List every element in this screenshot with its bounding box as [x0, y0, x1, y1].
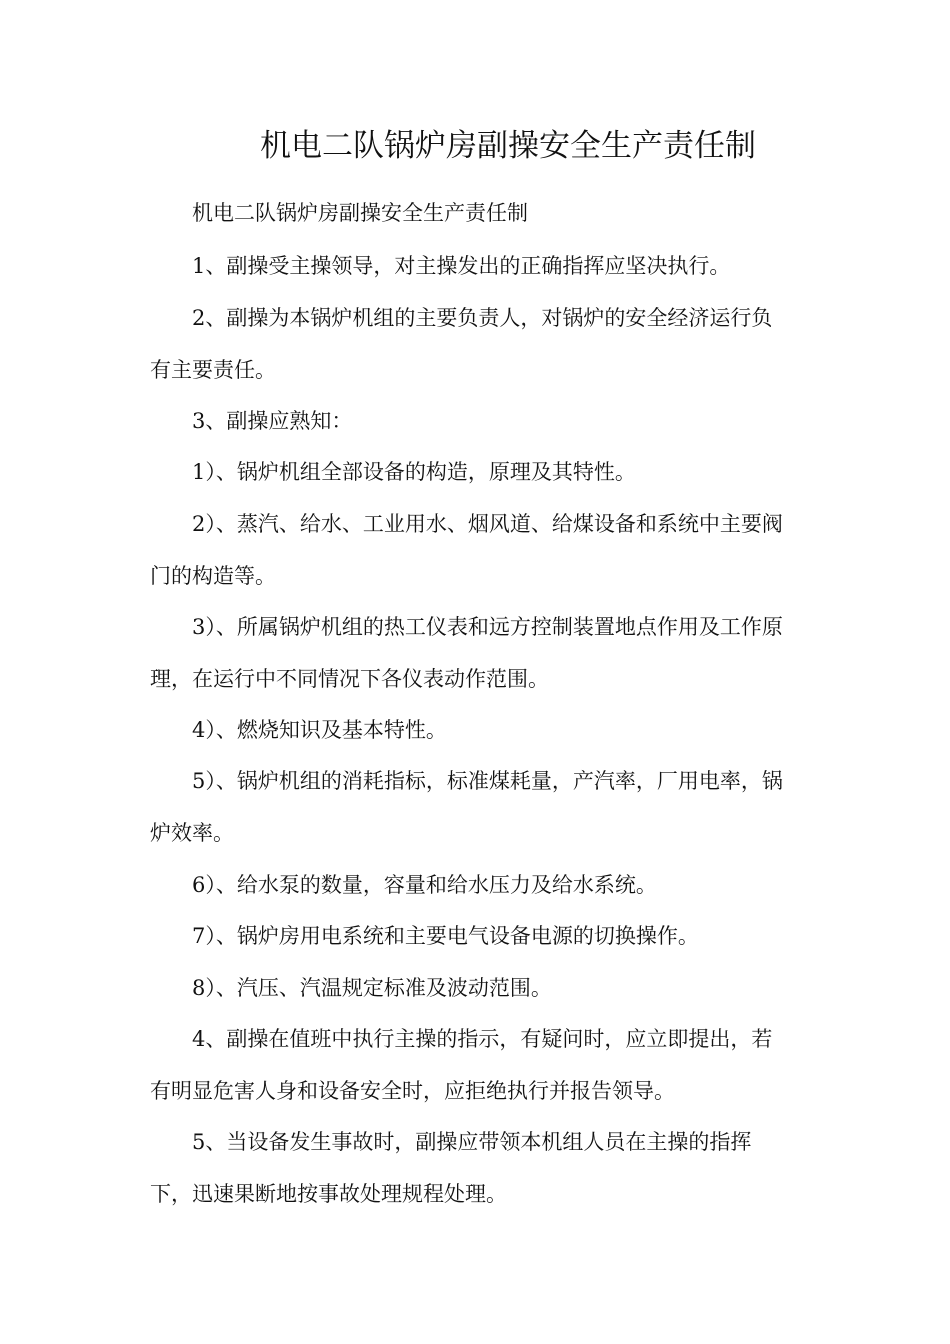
- paragraph-3-5: 5）、锅炉机组的消耗指标，标准煤耗量，产汽率，厂用电率，锅炉效率。: [150, 769, 783, 845]
- paragraph-3-2: 2）、蒸汽、给水、工业用水、烟风道、给煤设备和系统中主要阀门的构造等。: [150, 512, 783, 588]
- paragraph-3-3: 3）、所属锅炉机组的热工仪表和远方控制装置地点作用及工作原理，在运行中不同情况下各仪表动作范围。: [150, 615, 783, 691]
- paragraph-3-7: 7）、锅炉房用电系统和主要电气设备电源的切换操作。: [192, 924, 699, 948]
- paragraph-3-6: 6）、给水泵的数量，容量和给水压力及给水系统。: [192, 873, 657, 897]
- paragraph-3-4: 4）、燃烧知识及基本特性。: [192, 718, 447, 742]
- paragraph-5: 5、当设备发生事故时，副操应带领本机组人员在主操的指挥下，迅速果断地按事故处理规程处理。: [150, 1130, 752, 1206]
- paragraph-3-1: 1）、锅炉机组全部设备的构造，原理及其特性。: [192, 460, 636, 484]
- paragraph-1: 1、副操受主操领导，对主操发出的正确指挥应坚决执行。: [192, 254, 731, 278]
- paragraph-subtitle: 机电二队锅炉房副操安全生产责任制: [192, 201, 528, 225]
- paragraph-2: 2、副操为本锅炉机组的主要负责人，对锅炉的安全经济运行负有主要责任。: [150, 306, 773, 382]
- paragraph-4: 4、副操在值班中执行主操的指示，有疑问时，应立即提出，若有明显危害人身和设备安全时，应拒绝执行并报告领导。: [150, 1027, 773, 1103]
- paragraph-3: 3、副操应熟知：: [192, 409, 353, 433]
- document-title: 机电二队锅炉房副操安全生产责任制: [260, 128, 756, 164]
- paragraph-3-8: 8）、汽压、汽温规定标准及波动范围。: [192, 976, 552, 1000]
